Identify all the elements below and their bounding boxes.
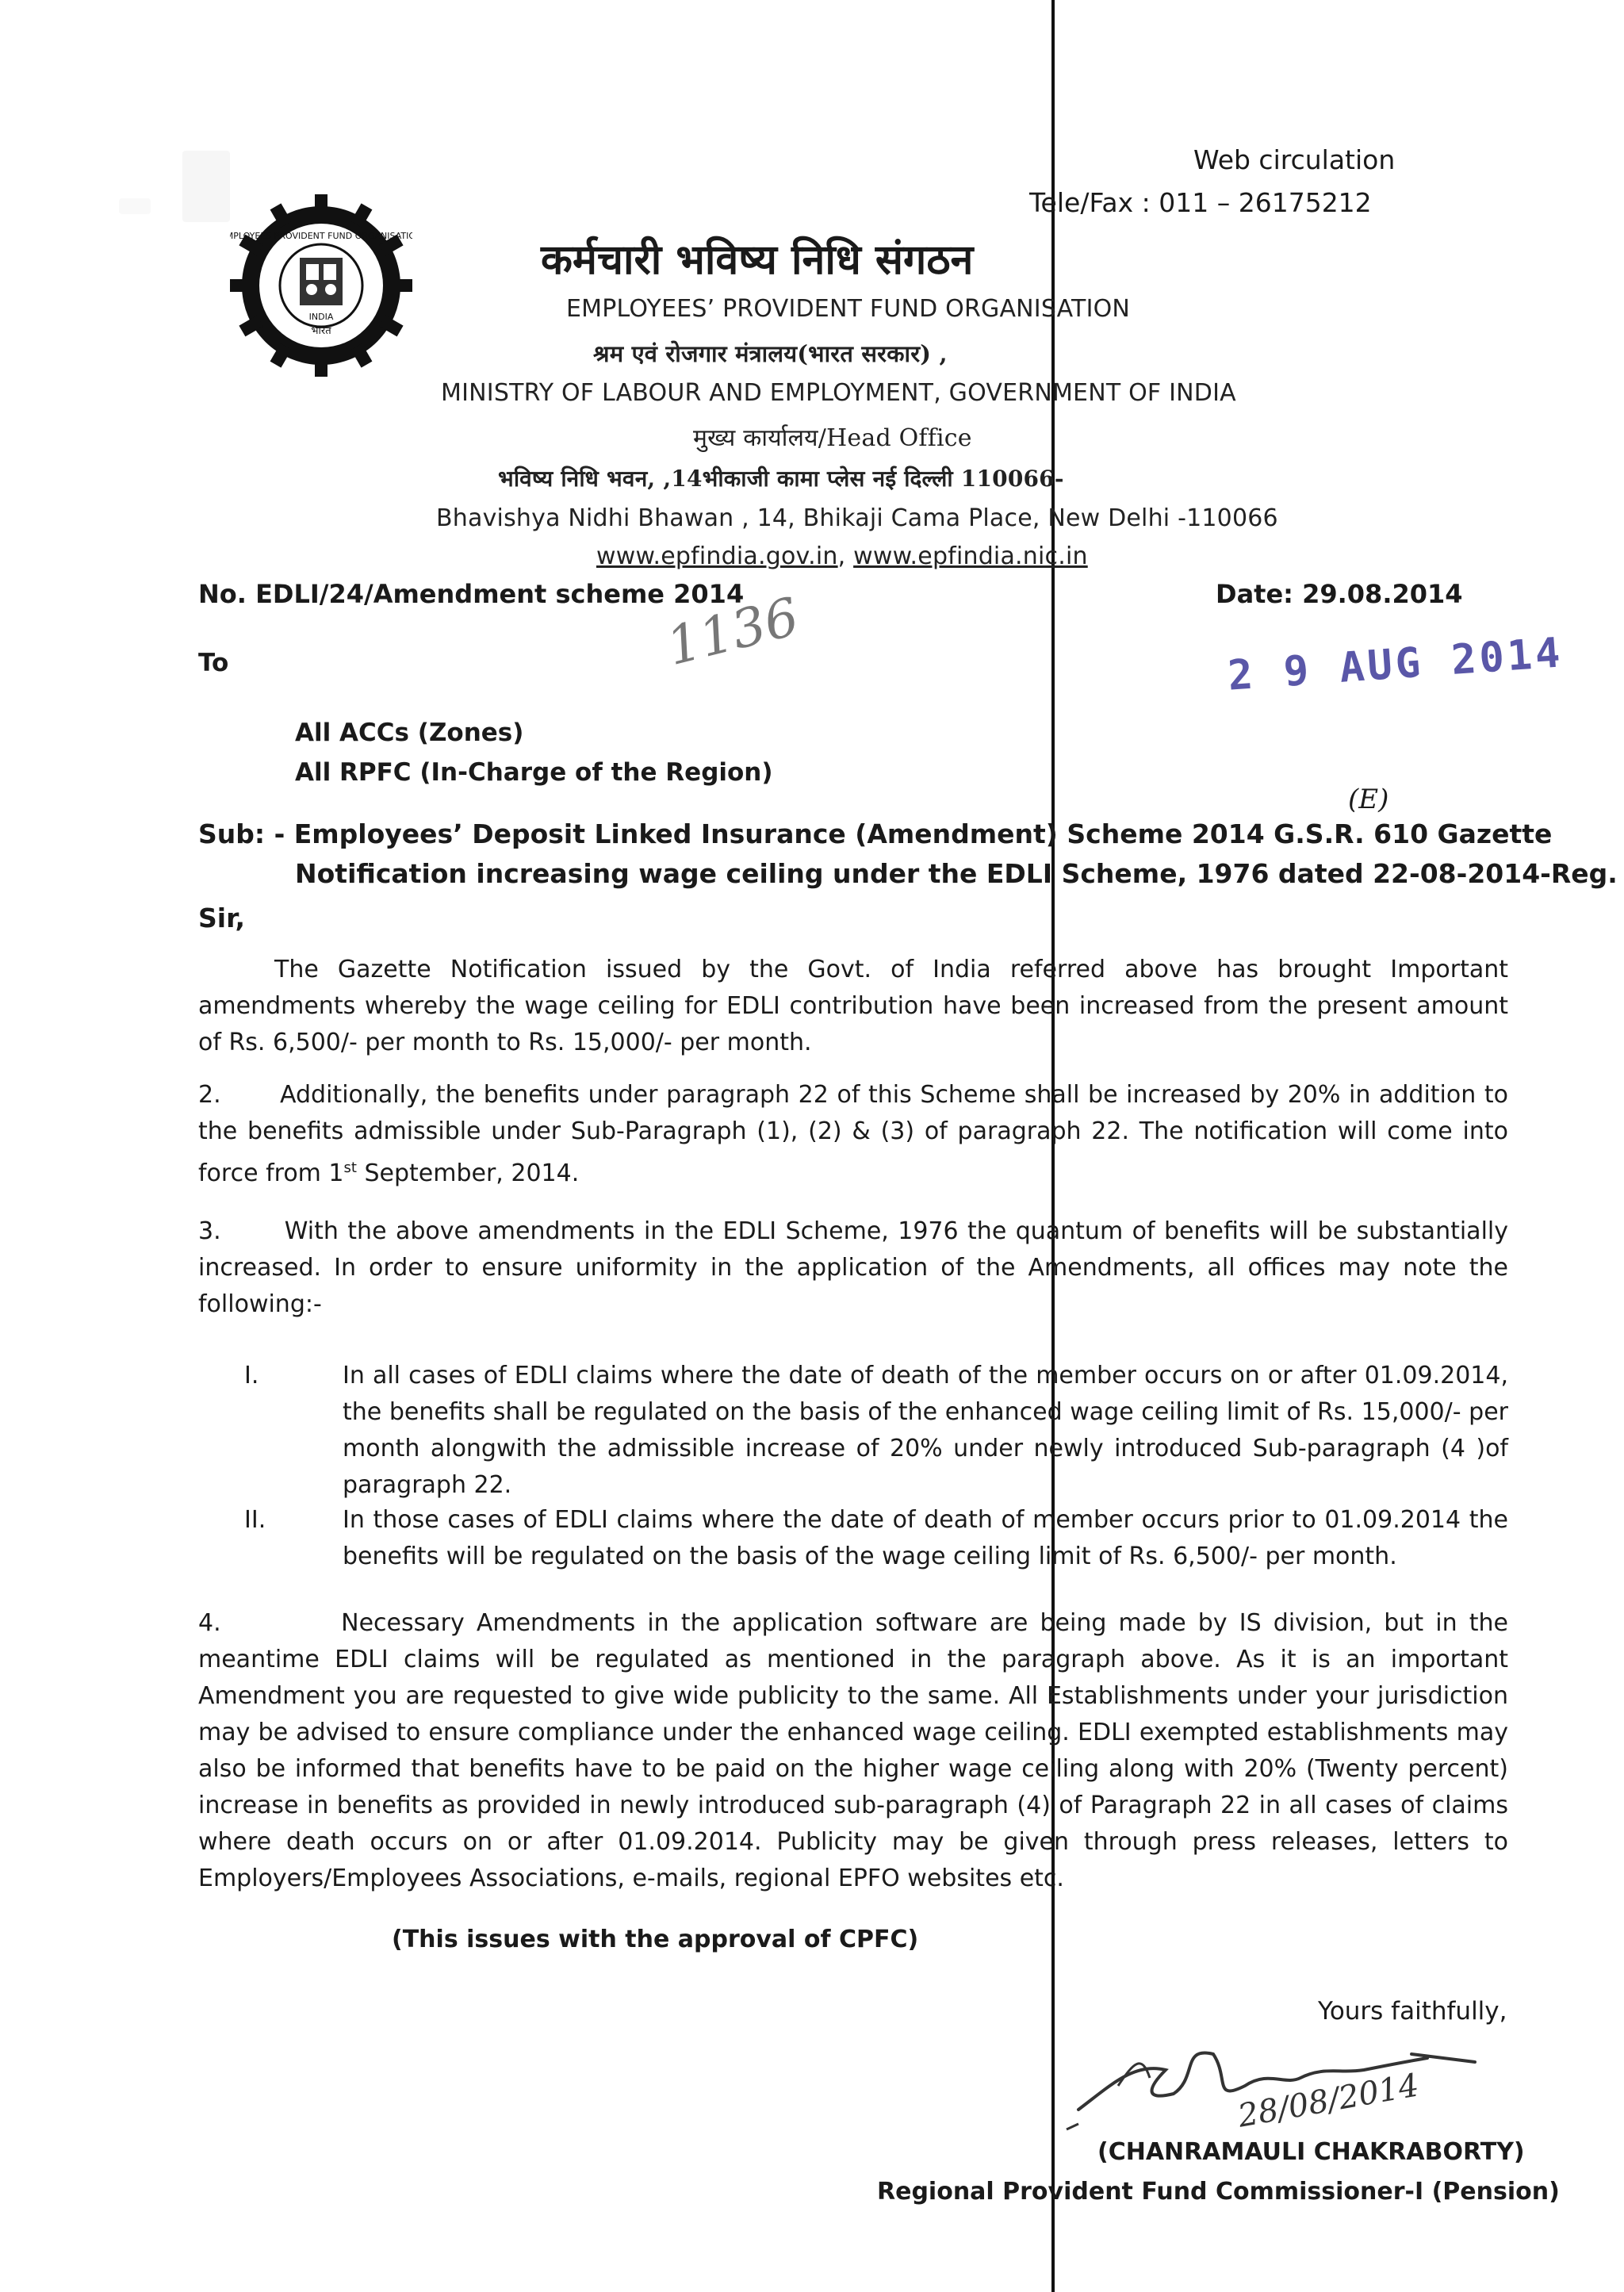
subject-line-1: Sub: - Employees’ Deposit Linked Insurance (Amendment) Scheme 2014 G.S.R. 610 Gazette (198, 818, 1553, 849)
handwritten-mark: (E) (1348, 784, 1389, 815)
logo-country-hindi: भारत (311, 325, 331, 337)
address-english: Bhavishya Nidhi Bhawan , 14, Bhikaji Cama Place, New Delhi -110066 (436, 504, 1278, 532)
list-item-2-number: II. (244, 1506, 266, 1534)
head-office: मुख्य कार्यालय/Head Office (693, 424, 972, 452)
paragraph-3-text: With the above amendments in the EDLI Scheme, 1976 the quantum of benefits will be substantially increased. In order to ensure uniformity in the application of the Amendments, all offices may note the following:- (198, 1217, 1508, 1318)
paragraph-2 (198, 1077, 1508, 1192)
paragraph-4 (198, 1605, 1508, 1897)
list-item-2-text: In those cases of EDLI claims where the date of death of member occurs prior to 01.09.2014 the benefits will be regulated on the basis of the wage ceiling limit of Rs. 6,500/- per month. (343, 1506, 1508, 1570)
websites (596, 542, 1088, 570)
paragraph-3 (198, 1213, 1508, 1323)
tele-fax: Tele/Fax : 011 – 26175212 (1029, 187, 1372, 218)
paragraph-1: The Gazette Notification issued by the Govt. of India referred above has brought Important amendments whereby the wage ceiling for EDLI contribution have been increased from the present amount of Rs. 6,500/- per month to Rs. 15,000/- per month. (198, 956, 1508, 1056)
paragraph-4-text: Necessary Amendments in the application software are being made by IS division, but in the meantime EDLI claims will be regulated as mentioned in the paragraph above. As it is an important Amendment you are requested to give wide publicity to the same. All Establishments under your jurisdiction may be advised to ensure compliance under the enhanced wage ceiling. EDLI exempted establishments may also be informed that benefits have to be paid on the higher wage ceiling along with 20% (Twenty percent) increase in benefits as provided in newly introduced sub-paragraph (4) of Paragraph 22 in all cases of claims where death occurs on or after 01.09.2014. Publicity may be given through press releases, letters to Employers/Employees Associations, e-mails, regional EPFO websites etc. (198, 1609, 1508, 1892)
subject-line-2: Notification increasing wage ceiling under the EDLI Scheme, 1976 dated 22-08-2014-Reg. (295, 858, 1618, 889)
logo-ring-text: EMPLOYEES PROVIDENT FUND ORGANISATION (230, 231, 412, 241)
address-hindi: भविष्य निधि भवन, ,14भीकाजी कामा प्लेस नई दिल्ली 110066- (498, 466, 1064, 492)
list-item-1-number: I. (244, 1362, 259, 1389)
paragraph-2-number: 2. (198, 1081, 221, 1109)
scan-smudge (119, 198, 151, 214)
yours-faithfully: Yours faithfully, (1318, 1997, 1507, 2026)
ministry-english: MINISTRY OF LABOUR AND EMPLOYMENT, GOVERNMENT OF INDIA (441, 379, 1236, 407)
document-date: Date: 29.08.2014 (1216, 579, 1463, 609)
paragraph-4-number: 4. (198, 1609, 221, 1637)
handwritten-number: 1136 (661, 585, 805, 678)
epfo-logo (230, 194, 412, 377)
addressee-line-2: All RPFC (In-Charge of the Region) (295, 758, 773, 787)
to-label: To (198, 649, 229, 677)
approval-note: (This issues with the approval of CPFC) (392, 1926, 919, 1953)
addressee-line-1: All ACCs (Zones) (295, 719, 524, 747)
signatory-designation: Regional Provident Fund Commissioner-I (Pension) (877, 2178, 1560, 2206)
website-separator: , (837, 542, 854, 570)
paragraph-3-number: 3. (198, 1217, 221, 1245)
signature-date: 28/08/2014 (1235, 2067, 1422, 2135)
paragraph-2-text: Additionally, the benefits under paragraph 22 of this Scheme shall be increased by 20% in addition to the benefits admissible under Sub-Paragraph (1), (2) & (3) of paragraph 22. The notification will come into force from 1 (198, 1081, 1508, 1187)
salutation: Sir, (198, 903, 246, 933)
org-name-hindi: कर्मचारी भविष्य निधि संगठन (541, 236, 974, 284)
ministry-hindi: श्रम एवं रोजगार मंत्रालय(भारत सरकार) , (593, 340, 948, 367)
paragraph-2-tail: September, 2014. (356, 1159, 580, 1187)
received-date-stamp: 2 9 AUG 2014 (1226, 629, 1565, 700)
reference-number: No. EDLI/24/Amendment scheme 2014 (198, 579, 745, 609)
paragraph-2-superscript: st (343, 1159, 357, 1176)
org-name-english: EMPLOYEES’ PROVIDENT FUND ORGANISATION (566, 295, 1131, 323)
list-item-1-text: In all cases of EDLI claims where the date of death of the member occurs on or after 01.09.2014, the benefits shall be regulated on the basis of the enhanced wage ceiling limit of Rs. 15,000/- per month alongwith the admissible increase of 20% under newly introduced Sub-paragraph (4 )of paragraph 22. (343, 1362, 1508, 1499)
signatory-name: (CHANRAMAULI CHAKRABORTY) (1097, 2138, 1525, 2166)
logo-country: INDIA (308, 312, 334, 322)
scan-smudge (182, 151, 230, 222)
website-link-nic[interactable]: www.epfindia.nic.in (853, 542, 1088, 570)
web-circulation-label: Web circulation (1193, 144, 1396, 175)
website-link-gov[interactable]: www.epfindia.gov.in (596, 542, 838, 570)
